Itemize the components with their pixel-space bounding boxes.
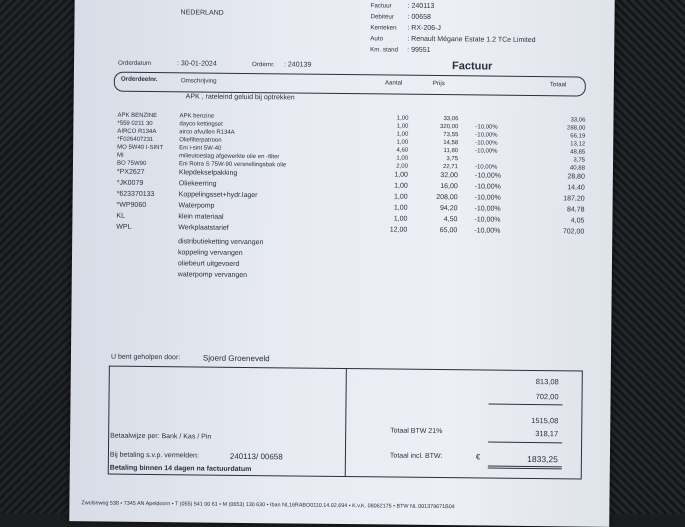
row-total: 3,75 <box>573 157 586 164</box>
order-date-value: : 30-01-2024 <box>176 60 217 68</box>
btw-label: Totaal BTW 21% <box>390 427 443 436</box>
row-price: 73,55 <box>443 132 459 139</box>
row-quantity: 1,00 <box>396 123 409 130</box>
row-price: 11,80 <box>443 148 459 155</box>
row-description: Koppelingsset+hydr.lager <box>178 191 258 200</box>
row-quantity: 1,00 <box>396 155 409 162</box>
row-code: *JK0079 <box>116 179 144 187</box>
row-total: 4,05 <box>570 217 585 225</box>
total-rule <box>488 442 562 444</box>
row-discount: -10,00% <box>475 148 498 155</box>
total-incl-btw-label: Totaal incl. BTW: <box>389 452 443 461</box>
row-description: airco afvullen R134A <box>179 129 235 136</box>
header-quantity: Aantal <box>384 79 403 87</box>
row-code: *F026407231 <box>117 136 154 144</box>
row-discount: -10,00% <box>474 183 501 191</box>
row-description: Werkplaatstarief <box>178 224 229 232</box>
header-total: Totaal <box>549 81 567 89</box>
license-plate-value: : RX-206-J <box>407 24 441 33</box>
work-note: waterpomp vervangen <box>177 271 248 280</box>
mileage-label: Km. stand <box>370 46 399 54</box>
row-description: Oliefilterpatroon <box>179 137 222 144</box>
row-code: APK BENZINE <box>117 112 158 120</box>
row-quantity: 1,00 <box>396 139 409 146</box>
row-description: Waterpomp <box>178 202 215 210</box>
row-description: Eni i-sint 5W-40 <box>179 145 222 152</box>
debtor-label: Debiteur <box>370 13 394 21</box>
row-code: AIRCO R134A <box>117 128 157 136</box>
row-quantity: 1,00 <box>393 204 408 212</box>
payment-method: Betaalwijze per: Bank / Kas / Pin <box>110 432 212 441</box>
row-description: Eni Rotra S 75W-90 versnellingsbak olie <box>178 161 287 169</box>
row-discount: -10,00% <box>475 140 498 147</box>
row-discount: -10,00% <box>474 227 501 235</box>
row-quantity: 1,00 <box>393 193 408 201</box>
row-total: 28,80 <box>567 173 585 181</box>
header-part-number: Orderdeelnr. <box>120 75 158 84</box>
row-total: 13,12 <box>570 141 586 148</box>
btw-value: 318,17 <box>535 429 559 439</box>
document-title: Factuur <box>451 60 493 73</box>
header-description: Omschrijving <box>180 77 217 85</box>
row-quantity: 1,00 <box>396 131 409 138</box>
row-total: 14,40 <box>567 184 585 192</box>
car-value: : Renault Mégane Estate 1.2 TCe Limited <box>407 35 536 45</box>
row-description: dayco kettingset <box>179 121 223 128</box>
payment-reference-label: Bij betaling s.v.p. vermelden: <box>109 451 199 460</box>
row-total: 187,20 <box>563 195 585 203</box>
mileage-value: : 99551 <box>407 46 431 54</box>
total-underline-2 <box>488 468 562 470</box>
row-discount: -10,00% <box>475 124 498 131</box>
row-code: WPL <box>116 223 132 231</box>
invoice-number-value: : 240113 <box>407 2 435 10</box>
row-discount: -10,00% <box>474 205 501 213</box>
row-quantity: 4,60 <box>396 147 409 154</box>
row-quantity: 1,00 <box>394 182 408 190</box>
helped-by-name: Sjoerd Groeneveld <box>202 353 270 364</box>
payment-terms: Betaling binnen 14 dagen na factuurdatum <box>109 464 252 474</box>
row-price: 94,20 <box>439 205 458 213</box>
row-total: 84,78 <box>566 206 585 214</box>
row-total: 702,00 <box>562 228 585 236</box>
row-price: 3,75 <box>446 156 459 163</box>
row-discount: -10,00% <box>474 194 501 202</box>
row-code: MI <box>117 152 124 159</box>
footer-divider <box>345 368 347 476</box>
subtotal-parts: 813,08 <box>535 377 559 387</box>
row-price: 16,00 <box>440 183 458 191</box>
order-date-label: Orderdatum <box>118 59 152 67</box>
intro-line: APK , rateleind geluid bij optrekken <box>185 93 295 102</box>
table-header <box>114 72 586 97</box>
row-discount: -10,00% <box>474 172 501 180</box>
row-code: MO 5W40 I-SINT <box>117 144 164 152</box>
row-total: 33,06 <box>570 117 586 124</box>
row-code: *623370133 <box>116 190 155 199</box>
row-quantity: 1,00 <box>393 215 408 223</box>
debtor-value: : 00658 <box>407 13 431 21</box>
row-code: *559 0211 30 <box>117 120 153 128</box>
invoice-paper <box>69 0 615 527</box>
sum-rule <box>488 404 562 406</box>
subtotal-excl-btw: 1515,08 <box>531 415 559 426</box>
row-quantity: 2,00 <box>396 163 409 170</box>
row-price: 208,00 <box>436 193 458 202</box>
row-description: Oliekeerring <box>178 180 217 188</box>
row-code: *PX2627 <box>116 168 145 176</box>
row-discount: -10,00% <box>474 216 501 224</box>
row-description: Klepdekselpakking <box>178 169 238 177</box>
row-code: KL <box>116 212 126 220</box>
footer-right-rule <box>581 371 583 479</box>
payment-reference-value: 240113/ 00658 <box>229 451 283 462</box>
currency-symbol: € <box>475 452 481 462</box>
row-total: 288,00 <box>566 125 586 132</box>
total-incl-btw-value: 1833,25 <box>527 453 558 465</box>
subtotal-labour: 702,00 <box>535 392 559 402</box>
row-price: 32,00 <box>440 172 458 180</box>
row-total: 48,85 <box>570 149 586 156</box>
row-total: 66,19 <box>570 133 586 140</box>
license-plate-label: Kenteken <box>370 24 397 32</box>
work-note: distributieketting vervangen <box>178 238 264 247</box>
row-quantity: 12,00 <box>389 226 408 234</box>
company-address: Zwolseweg 538 • 7345 AN Apeldoorn • T (055) 541 00 61 • M (0653) 130 630 • Iban NL16RABO0110.14.02.694 • K.v.K. 08062175 • BTW NL 001379671B04 <box>81 500 455 511</box>
row-total: 40,88 <box>569 165 585 172</box>
row-code: *WP9060 <box>116 201 147 209</box>
work-note: koppeling vervangen <box>178 249 243 257</box>
row-code: BO 75W90 <box>116 160 147 167</box>
order-number-value: : 240139 <box>283 61 312 69</box>
row-description: milieutoeslag afgewerkte olie en -filter <box>179 153 280 161</box>
car-label: Auto <box>370 35 384 43</box>
row-quantity: 1,00 <box>394 171 408 179</box>
row-discount: -10,00% <box>474 164 498 171</box>
row-price: 14,58 <box>443 140 459 147</box>
row-price: 22,71 <box>442 164 458 171</box>
row-description: klein materiaal <box>178 213 224 221</box>
work-note: oliebeurt uitgevoerd <box>177 260 240 268</box>
row-price: 4,50 <box>443 216 458 224</box>
customer-city: NEDERLAND <box>180 9 224 17</box>
row-price: 33,06 <box>443 116 459 123</box>
row-price: 65,00 <box>439 227 458 235</box>
row-quantity: 1,00 <box>396 115 409 122</box>
row-description: APK benzine <box>179 113 215 120</box>
header-price: Prijs <box>432 79 445 88</box>
row-price: 320,00 <box>439 124 459 131</box>
invoice-number-label: Factuur <box>370 2 392 10</box>
row-discount: -10,00% <box>475 132 498 139</box>
order-number-label: Ordernr. <box>251 61 275 69</box>
helped-by-label: U bent geholpen door: <box>110 353 181 362</box>
